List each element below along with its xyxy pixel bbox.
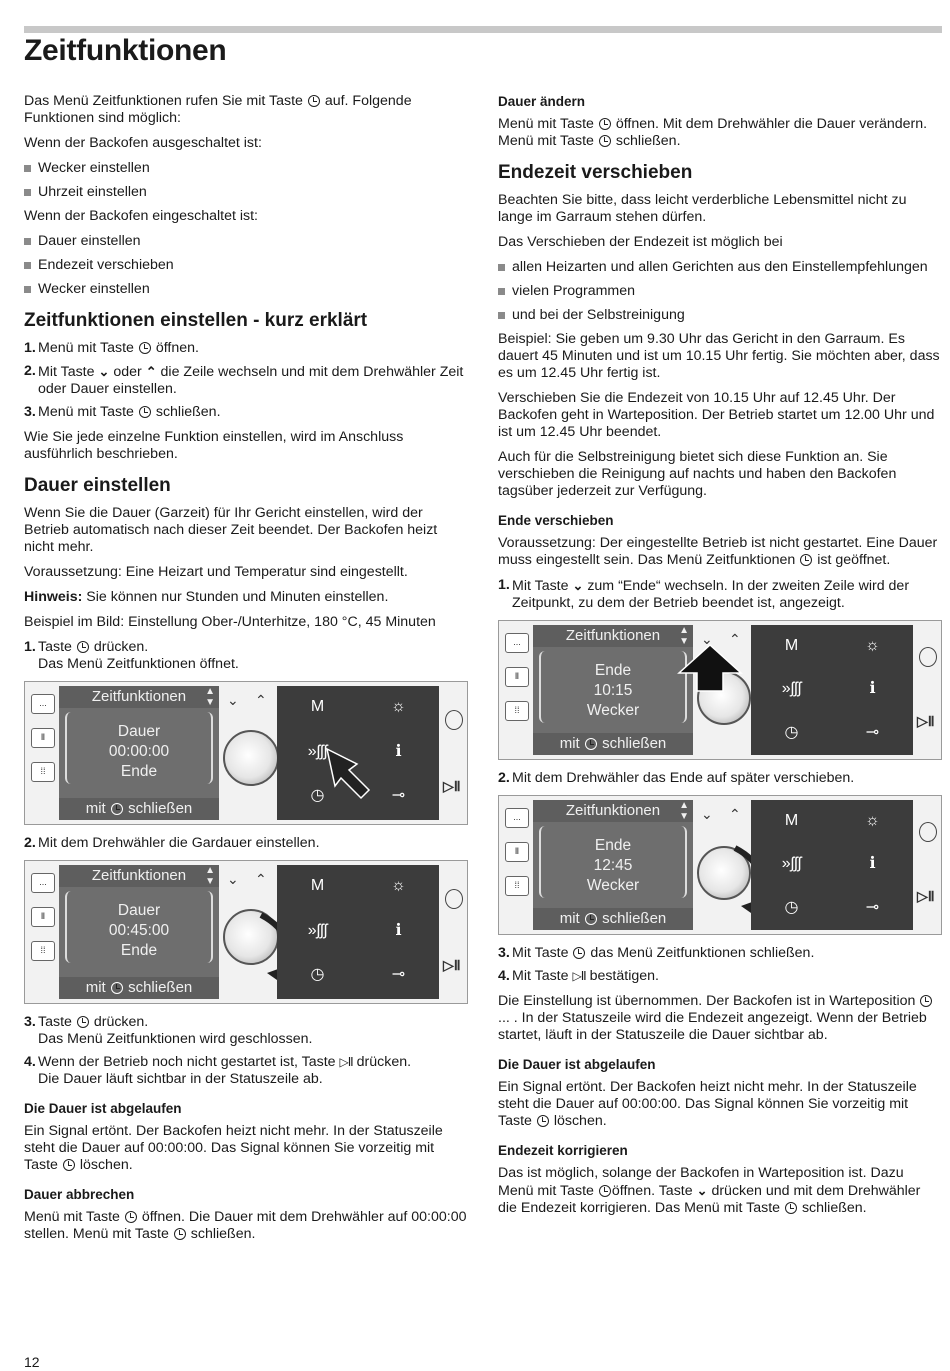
display-body: Dauer 00:45:00 Ende <box>65 891 213 963</box>
oven-panel-3 <box>498 620 942 760</box>
step-item: 2. Mit dem Drehwähler das Ende auf später verschieben. <box>498 770 855 786</box>
clock-icon <box>585 738 597 750</box>
chevron-down-icon[interactable]: ⌄ <box>227 692 239 708</box>
childlock-key-icon[interactable]: ⊸ <box>391 966 406 984</box>
start-key-icon: ▷Ⅱ <box>339 1055 353 1069</box>
chevron-down-icon[interactable]: ⌄ <box>227 871 239 887</box>
end-p3: Beispiel: Sie geben um 9.30 Uhr das Gericht in den Garraum. Es dauert 45 Minuten und ist um 10.15 Uhr fertig. Sie möchten aber, dass es um 12.45 Uhr fertig ist. <box>498 331 940 381</box>
clock-icon <box>63 1159 75 1171</box>
clock-icon <box>585 913 597 925</box>
bullet-icon <box>24 286 31 293</box>
start-key-icon[interactable]: ▷Ⅱ <box>443 957 461 973</box>
on-label: Wenn der Backofen eingeschaltet ist: <box>24 208 258 224</box>
heading-ende: Ende verschieben <box>498 513 614 528</box>
chevron-down-icon: ⌄ <box>696 1183 708 1198</box>
korrigieren-text: Das ist möglich, solange der Backofen in Warteposition ist. Dazu Menü mit Taste öffnen. Taste ⌄ drücken und mit dem Drehwähler die Endezeit korrigieren. Das Menü mit Taste schließen. <box>498 1165 921 1216</box>
chevron-up-icon[interactable]: ⌃ <box>729 631 741 647</box>
list-item: und bei der Selbstreinigung <box>498 307 942 324</box>
start-key-icon: ▷Ⅱ <box>572 969 586 983</box>
list-item: allen Heizarten und allen Gerichten aus den Einstellempfehlungen <box>498 259 942 276</box>
oven-panel-1 <box>24 681 468 825</box>
clock-icon <box>308 95 320 107</box>
hot-air-key-icon[interactable]: »ʃʃʃ <box>781 680 802 698</box>
display-footer: mit schließen <box>59 798 219 820</box>
chevron-down-icon: ⌄ <box>98 364 110 379</box>
power-icon[interactable] <box>445 889 463 909</box>
ende-text: Voraussetzung: Der eingestellte Betrieb ist nicht gestartet. Eine Dauer muss eingestellt sein. Das Menü Zeitfunktionen ist geöffnet. <box>498 535 938 568</box>
end-p5: Auch für die Selbstreinigung bietet sich diese Funktion an. Sie verschieben die Reinigung auf nachts und haben den Backofen tagsüber jederzeit zur Verfügung. <box>498 449 897 499</box>
on-list <box>24 233 470 298</box>
clock-icon <box>125 1211 137 1223</box>
clock-icon <box>785 1202 797 1214</box>
pause-key-icon[interactable]: Ⅱ <box>505 667 529 687</box>
left-column <box>24 93 470 1251</box>
off-list <box>24 160 470 201</box>
quick-steps <box>24 340 470 421</box>
dauer-steps-a <box>24 639 470 673</box>
display-header: Zeitfunktionen ▲ ▼ <box>59 865 219 887</box>
light-key-icon[interactable]: ☼ <box>391 698 406 715</box>
clock-icon <box>174 1228 186 1240</box>
left-keys <box>505 633 529 735</box>
aendern-text: Menü mit Taste öffnen. Mit dem Drehwähler die Dauer verändern. Menü mit Taste schließen. <box>498 116 928 149</box>
childlock-key-icon[interactable]: ⊸ <box>391 787 406 805</box>
heading-abgelaufen-right: Die Dauer ist abgelaufen <box>498 1057 656 1072</box>
top-rule <box>24 26 942 33</box>
m-key[interactable]: M <box>310 698 325 715</box>
pause-key-icon[interactable]: Ⅱ <box>31 728 55 748</box>
right-column <box>498 93 942 1225</box>
grid-key-icon[interactable]: ⁞⁞ <box>31 941 55 961</box>
heading-korrigieren: Endezeit korrigieren <box>498 1143 628 1158</box>
step-item: 3. Mit Taste das Menü Zeitfunktionen schließen. <box>498 945 815 961</box>
childlock-key-icon[interactable]: ⊸ <box>865 898 880 916</box>
bullet-icon <box>498 264 505 271</box>
dauer-p1: Wenn Sie die Dauer (Garzeit) für Ihr Gericht einstellen, wird der Betrieb automatisch nach dieser Zeit beendet. Der Backofen heizt nicht mehr. <box>24 505 438 555</box>
off-label: Wenn der Backofen ausgeschaltet ist: <box>24 135 262 151</box>
touch-keys-screen <box>751 800 913 930</box>
chevron-down-icon: ⌄ <box>572 578 584 593</box>
power-icon[interactable] <box>919 822 937 842</box>
light-key-icon[interactable]: ☼ <box>391 877 406 894</box>
light-key-icon[interactable]: ☼ <box>865 637 880 654</box>
end-list <box>498 259 942 324</box>
dots-key-icon[interactable]: ... <box>505 633 529 653</box>
m-key[interactable]: M <box>310 877 325 894</box>
m-key[interactable]: M <box>784 637 799 654</box>
clock-icon <box>111 803 123 815</box>
touch-keys-screen <box>277 686 439 820</box>
info-key-icon[interactable]: ℹ <box>869 855 876 873</box>
abgelaufen-text-right: Ein Signal ertönt. Der Backofen heizt nicht mehr. In der Statuszeile steht die Dauer auf 00:00:00. Das Signal können Sie vorzeitig mit Taste löschen. <box>498 1079 917 1129</box>
beispiel: Beispiel im Bild: Einstellung Ober-/Unterhitze, 180 °C, 45 Minuten <box>24 614 436 630</box>
bullet-icon <box>498 312 505 319</box>
step-item: 4. Wenn der Betrieb noch nicht gestartet ist, Taste ▷Ⅱ drücken. Die Dauer läuft sichtbar in der Statuszeile ab. <box>24 1054 412 1087</box>
step-item: 4. Mit Taste ▷Ⅱ bestätigen. <box>498 968 659 984</box>
rotary-knob[interactable] <box>223 730 279 786</box>
end-p2: Das Verschieben der Endezeit ist möglich bei <box>498 234 783 250</box>
step-item: 1. Menü mit Taste öffnen. <box>24 340 199 356</box>
display-footer: mit schließen <box>59 977 219 999</box>
power-icon[interactable] <box>919 647 937 667</box>
display-header: Zeitfunktionen ▲ ▼ <box>533 625 693 647</box>
page-title: Zeitfunktionen <box>24 34 227 67</box>
display <box>59 865 219 999</box>
clock-icon <box>111 982 123 994</box>
abbrechen-text: Menü mit Taste öffnen. Die Dauer mit dem Drehwähler auf 00:00:00 stellen. Menü mit Taste schließen. <box>24 1209 467 1242</box>
chevron-up-icon[interactable]: ⌃ <box>255 692 267 708</box>
clock-icon <box>599 1185 611 1197</box>
start-key-icon[interactable]: ▷Ⅱ <box>443 778 461 794</box>
heading-abgelaufen: Die Dauer ist abgelaufen <box>24 1101 182 1116</box>
clock-icon <box>599 118 611 130</box>
hot-air-key-icon[interactable]: »ʃʃʃ <box>781 855 802 873</box>
bullet-icon <box>24 262 31 269</box>
list-item: Wecker einstellen <box>24 160 470 177</box>
pointer-arrow-icon <box>317 744 377 804</box>
display <box>59 686 219 820</box>
bullet-icon <box>24 165 31 172</box>
display-header: Zeitfunktionen ▲ ▼ <box>533 800 693 822</box>
heading-abbrechen: Dauer abbrechen <box>24 1187 135 1202</box>
step-item: 3. Menü mit Taste schließen. <box>24 404 221 420</box>
display-body: Dauer 00:00:00 Ende <box>65 712 213 784</box>
display-body: Ende 10:15 Wecker <box>539 651 687 723</box>
start-key-icon[interactable]: ▷Ⅱ <box>917 713 935 729</box>
start-key-icon[interactable]: ▷Ⅱ <box>917 888 935 904</box>
intro-text: Das Menü Zeitfunktionen rufen Sie mit Taste auf. Folgende Funktionen sind möglich: <box>24 93 412 126</box>
chevron-down-icon[interactable]: ⌄ <box>701 806 713 822</box>
pointer-up-arrow-icon <box>675 643 745 693</box>
quick-note: Wie Sie jede einzelne Funktion einstellen, wird im Anschluss ausführlich beschrieben. <box>24 429 404 462</box>
heading-aendern: Dauer ändern <box>498 94 586 109</box>
step-item: 3. Taste drücken. Das Menü Zeitfunktionen wird geschlossen. <box>24 1014 313 1047</box>
touch-keys-screen <box>277 865 439 999</box>
m-key[interactable]: M <box>784 812 799 829</box>
left-keys <box>31 873 55 975</box>
grid-key-icon[interactable]: ⁞⁞ <box>505 701 529 721</box>
clock-icon <box>800 554 812 566</box>
list-item: Wecker einstellen <box>24 281 470 298</box>
hot-air-key-icon[interactable]: »ʃʃʃ <box>307 742 328 760</box>
clock-icon <box>599 135 611 147</box>
dauer-steps-c <box>24 1014 470 1088</box>
oven-panel-4 <box>498 795 942 935</box>
step-item: 1. Taste drücken. Das Menü Zeitfunktionen öffnet. <box>24 639 239 672</box>
hot-air-key-icon[interactable]: »ʃʃʃ <box>307 921 328 939</box>
step-item: 2. Mit dem Drehwähler die Gardauer einstellen. <box>24 835 320 851</box>
ende-steps-a <box>498 577 942 612</box>
display-body: Ende 12:45 Wecker <box>539 826 687 898</box>
abgelaufen-text: Ein Signal ertönt. Der Backofen heizt nicht mehr. In der Statuszeile steht die Dauer auf 00:00:00. Das Signal können Sie vorzeitig mit Taste löschen. <box>24 1123 443 1173</box>
left-keys <box>31 694 55 796</box>
heading-quick: Zeitfunktionen einstellen - kurz erklärt <box>24 310 368 331</box>
left-keys <box>505 808 529 910</box>
clock-icon <box>139 342 151 354</box>
dauer-steps-b <box>24 835 470 852</box>
end-p4: Verschieben Sie die Endezeit von 10.15 Uhr auf 12.45 Uhr. Der Backofen geht in Warteposition. Der Betrieb startet um 12.00 Uhr und ist um 12.45 Uhr beendet. <box>498 390 935 440</box>
chevron-down-icon[interactable]: ⌄ <box>701 631 713 647</box>
dauer-p2: Voraussetzung: Eine Heizart und Temperatur sind eingestellt. <box>24 564 408 580</box>
page-number: 12 <box>24 1354 40 1370</box>
chevron-up-icon[interactable]: ⌃ <box>729 806 741 822</box>
end-p1: Beachten Sie bitte, dass leicht verderbliche Lebensmittel nicht zu lange im Garraum stehen dürfen. <box>498 192 907 225</box>
touch-keys-screen <box>751 625 913 755</box>
chevron-up-icon[interactable]: ⌃ <box>255 871 267 887</box>
clock-key-icon[interactable]: ◷ <box>784 898 799 916</box>
info-key-icon[interactable]: ℹ <box>395 921 402 939</box>
chevron-up-icon: ⌃ <box>145 364 157 379</box>
hinweis: Hinweis: Sie können nur Stunden und Minuten einstellen. <box>24 589 389 605</box>
ende-steps-c <box>498 945 942 985</box>
light-key-icon[interactable]: ☼ <box>865 812 880 829</box>
pause-key-icon[interactable]: Ⅱ <box>505 842 529 862</box>
step-item: 2. Mit Taste ⌄ oder ⌃ die Zeile wechseln und mit dem Drehwähler Zeit oder Dauer einstellen. <box>24 363 464 397</box>
oven-panel-2 <box>24 860 468 1004</box>
display-footer: mit schließen <box>533 733 693 755</box>
clock-icon <box>139 406 151 418</box>
list-item: Dauer einstellen <box>24 233 470 250</box>
clock-icon <box>573 947 585 959</box>
grid-key-icon[interactable]: ⁞⁞ <box>505 876 529 896</box>
bullet-icon <box>24 189 31 196</box>
end-p6: Die Einstellung ist übernommen. Der Backofen ist in Warteposition ... . In der Statuszeile wird die Endezeit angezeigt. Wenn der Betrieb startet, läuft in der Statuszeile die Dauer sichtbar ab. <box>498 993 942 1044</box>
list-item: Uhrzeit einstellen <box>24 184 470 201</box>
bullet-icon <box>24 238 31 245</box>
list-item: Endezeit verschieben <box>24 257 470 274</box>
heading-dauer: Dauer einstellen <box>24 475 171 496</box>
bullet-icon <box>498 288 505 295</box>
clock-key-icon[interactable]: ◷ <box>310 966 325 984</box>
clock-key-icon[interactable]: ◷ <box>784 723 799 741</box>
step-item: 1. Mit Taste ⌄ zum “Ende“ wechseln. In der zweiten Zeile wird der Zeitpunkt, zu dem der Betrieb beendet ist, angezeigt. <box>498 577 910 611</box>
display-header: Zeitfunktionen ▲ ▼ <box>59 686 219 708</box>
info-key-icon[interactable]: ℹ <box>869 680 876 698</box>
clock-key-icon[interactable]: ◷ <box>310 787 325 805</box>
heading-endezeit: Endezeit verschieben <box>498 162 693 183</box>
clock-icon <box>77 1016 89 1028</box>
clock-icon <box>77 641 89 653</box>
childlock-key-icon[interactable]: ⊸ <box>865 723 880 741</box>
dots-key-icon[interactable]: ... <box>31 873 55 893</box>
clock-icon <box>537 1115 549 1127</box>
display <box>533 625 693 755</box>
display-footer: mit schließen <box>533 908 693 930</box>
grid-key-icon[interactable]: ⁞⁞ <box>31 762 55 782</box>
clock-icon <box>920 995 932 1007</box>
power-icon[interactable] <box>445 710 463 730</box>
ende-steps-b <box>498 770 942 787</box>
pause-key-icon[interactable]: Ⅱ <box>31 907 55 927</box>
dots-key-icon[interactable]: ... <box>31 694 55 714</box>
list-item: vielen Programmen <box>498 283 942 300</box>
info-key-icon[interactable]: ℹ <box>395 742 402 760</box>
display <box>533 800 693 930</box>
dots-key-icon[interactable]: ... <box>505 808 529 828</box>
